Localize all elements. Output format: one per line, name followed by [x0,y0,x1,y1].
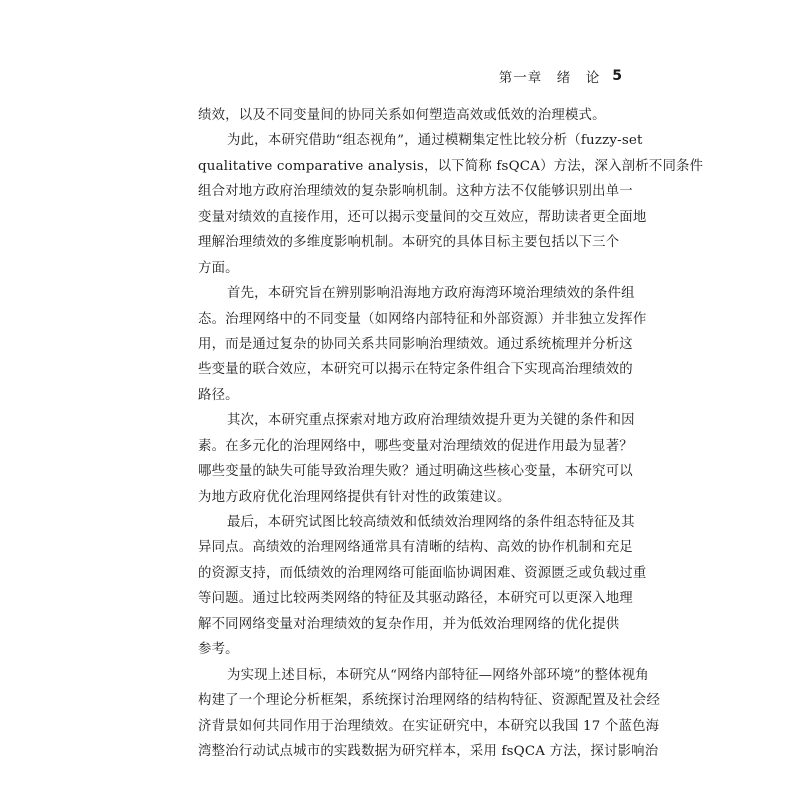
text-line: 为此，本研究借助“组态视角”，通过模糊集定性比较分析（fuzzy-set [227,133,643,149]
text-line: 的资源支持，而低绩效的治理网络可能面临协调困难、资源匮乏或负载过重 [198,565,647,581]
page-number: 5 [612,68,622,84]
text-line: 用，而是通过复杂的协同关系共同影响治理绩效。通过系统梳理并分析这 [198,336,633,352]
text-line: 最后，本研究试图比较高绩效和低绩效治理网络的条件组态特征及其 [227,515,635,530]
chapter-title: 第一章 绪 论 [498,70,601,86]
text-line: 异同点。高绩效的治理网络通常具有清晰的结构、高效的协作机制和充足 [198,540,633,556]
running-head [499,66,622,86]
text-line: 等问题。通过比较两类网络的特征及其驱动路径，本研究可以更深入地理 [198,591,633,607]
body-text [198,103,704,764]
text-line: 些变量的联合效应，本研究可以揭示在特定条件组合下实现高治理绩效的 [198,362,633,378]
text-line: 态。治理网络中的不同变量（如网络内部特征和外部资源）并非独立发挥作 [198,311,647,327]
text-line: 构建了一个理论分析框架，系统探讨治理网络的结构特征、资源配置及社会经 [198,693,661,709]
text-line: 湾整治行动试点城市的实践数据为研究样本，采用 fsQCA 方法，探讨影响治 [198,743,659,759]
text-line: qualitative comparative analysis，以下简称 fsQCA）方法，深入剖析不同条件 [198,158,704,174]
text-line: 首先，本研究旨在辨别影响沿海地方政府海湾环境治理绩效的条件组 [227,286,635,302]
text-line: 理解治理绩效的多维度影响机制。本研究的具体目标主要包括以下三个 [198,235,620,251]
text-line: 其次，本研究重点探索对地方政府治理绩效提升更为关键的条件和因 [227,413,635,429]
text-line: 参考。 [198,642,239,658]
text-line: 路径。 [198,387,239,403]
text-line: 变量对绩效的直接作用，还可以揭示变量间的交互效应，帮助读者更全面地 [198,209,647,225]
text-line: 绩效，以及不同变量间的协同关系如何塑造高效或低效的治理模式。 [198,108,606,123]
text-line: 方面。 [198,260,239,276]
text-line: 组合对地方政府治理绩效的复杂影响机制。这种方法不仅能够识别出单一 [198,184,633,200]
text-line: 为地方政府优化治理网络提供有针对性的政策建议。 [198,489,511,505]
text-line: 济背景如何共同作用于治理绩效。在实证研究中，本研究以我国 17 个蓝色海 [198,718,660,734]
text-line: 素。在多元化的治理网络中，哪些变量对治理绩效的促进作用最为显著？ [198,438,633,454]
text-line: 哪些变量的缺失可能导致治理失败？通过明确这些核心变量，本研究可以 [198,464,633,480]
text-line: 解不同网络变量对治理绩效的复杂作用，并为低效治理网络的优化提供 [198,616,620,632]
text-line: 为实现上述目标，本研究从“网络内部特征—网络外部环境”的整体视角 [227,667,649,683]
